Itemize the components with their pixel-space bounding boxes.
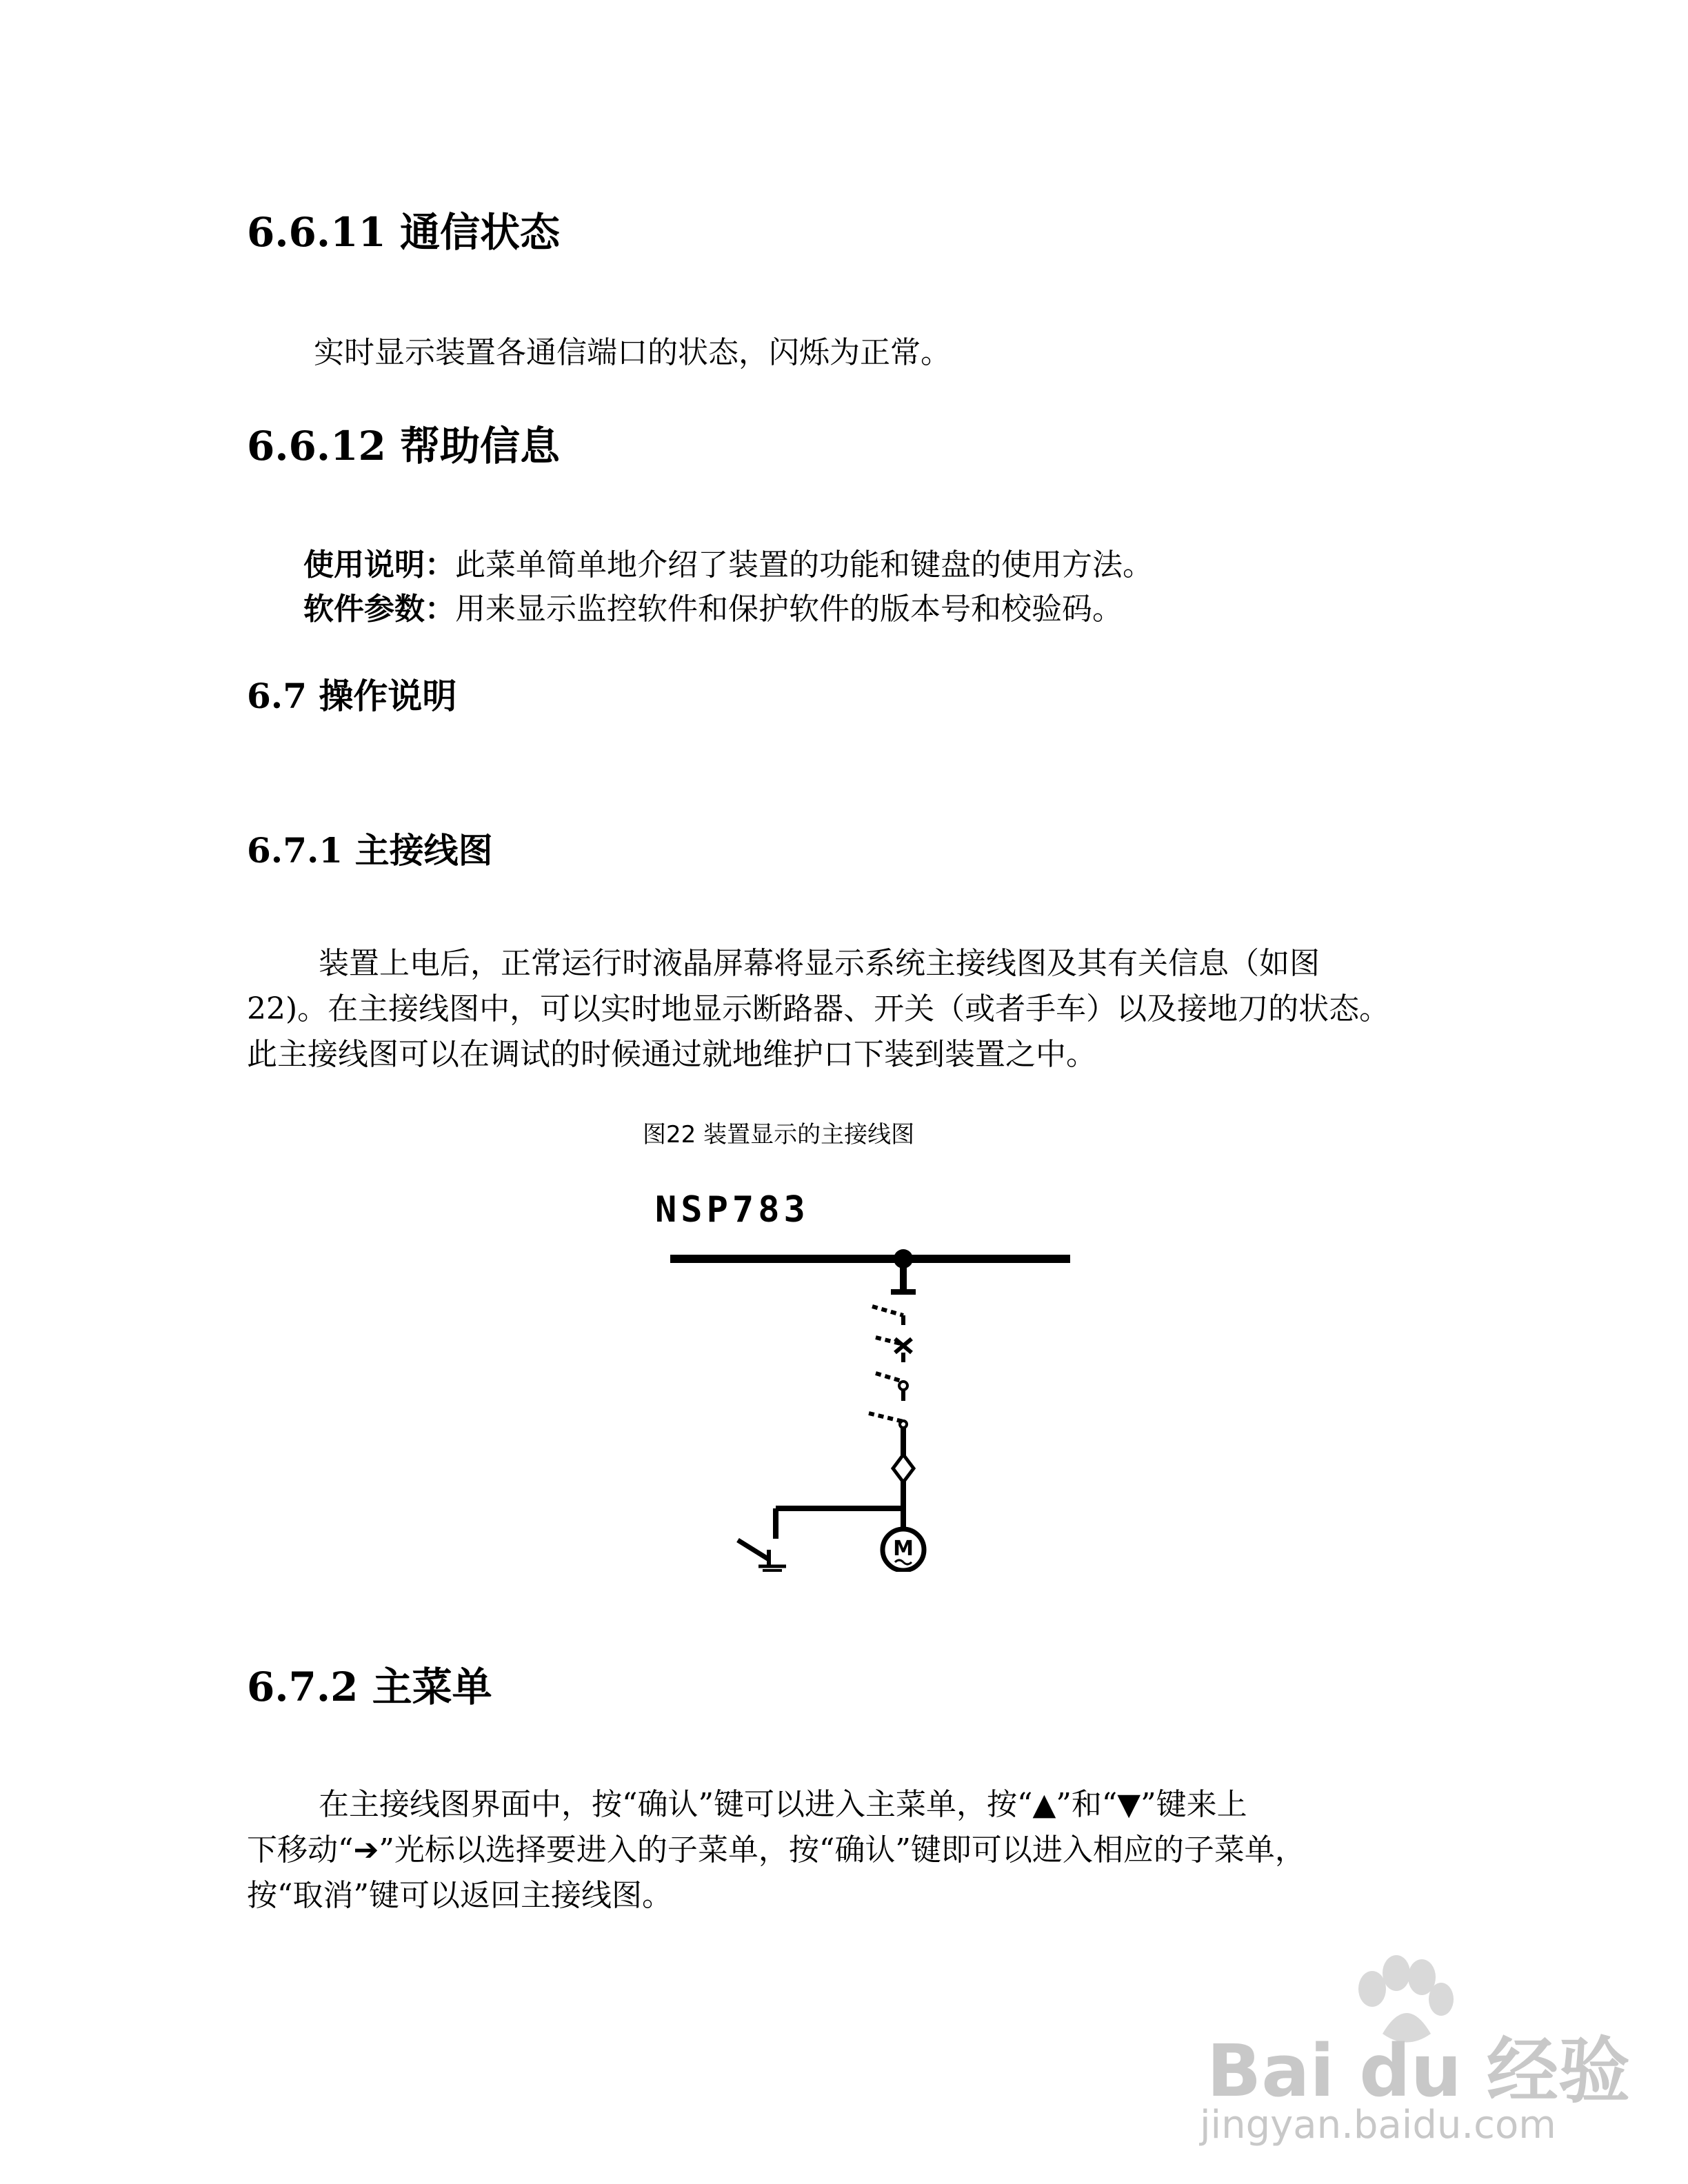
baidu-watermark bbox=[1193, 1972, 1630, 2151]
section-6-7-2-line-1: 在主接线图界面中，按“确认”键可以进入主菜单，按“▲”和“▼”键来上 bbox=[319, 1787, 1247, 1822]
section-6-7-2-line-2: 下移动“➔”光标以选择要进入的子菜单，按“确认”键即可以进入相应的子菜单， bbox=[247, 1832, 1305, 1868]
watermark-url: jingyan.baidu.com bbox=[1200, 2103, 1556, 2147]
feeder-stem bbox=[900, 1259, 907, 1289]
help-item-label: 软件参数： bbox=[303, 592, 455, 627]
help-item-text: 此菜单简单地介绍了装置的功能和键盘的使用方法。 bbox=[455, 547, 1153, 583]
section-6-7-1-title: 6.7.1 主接线图 bbox=[247, 830, 493, 871]
section-6-7-1-line-1: 装置上电后，正常运行时液晶屏幕将显示系统主接线图及其有关信息（如图 bbox=[319, 946, 1320, 981]
circuit-breaker-icon bbox=[876, 1337, 912, 1362]
current-transformer-icon bbox=[893, 1455, 914, 1482]
busbar bbox=[670, 1255, 1070, 1263]
earthing-switch-icon bbox=[738, 1508, 903, 1570]
disconnect-switch-top bbox=[872, 1306, 903, 1325]
motor-letter: M bbox=[893, 1537, 914, 1561]
disconnect-switch-bottom bbox=[869, 1413, 907, 1428]
section-6-6-11-title: 6.6.11 通信状态 bbox=[247, 209, 561, 256]
motor-icon bbox=[883, 1529, 924, 1570]
feeder-stem-cap bbox=[891, 1289, 916, 1295]
help-item-label: 使用说明： bbox=[303, 547, 455, 583]
section-6-7-2-line-3: 按“取消”键可以返回主接线图。 bbox=[247, 1878, 672, 1913]
watermark-brand: Bai du 经验 bbox=[1207, 2029, 1630, 2113]
main-wiring-diagram bbox=[621, 1172, 1103, 1572]
diagram-label: NSP783 bbox=[655, 1189, 810, 1231]
section-6-7-1-line-3: 此主接线图可以在调试的时候通过就地维护口下装到装置之中。 bbox=[247, 1037, 1096, 1072]
section-6-7-2-title: 6.7.2 主菜单 bbox=[247, 1664, 492, 1710]
figure-caption: 图22 装置显示的主接线图 bbox=[643, 1121, 915, 1149]
help-item-text: 用来显示监控软件和保护软件的版本号和校验码。 bbox=[455, 592, 1123, 627]
section-6-6-12-title: 6.6.12 帮助信息 bbox=[247, 423, 561, 469]
help-item-usage bbox=[303, 542, 1153, 589]
disconnect-switch-middle bbox=[876, 1373, 907, 1401]
section-6-6-11-text: 实时显示装置各通信端口的状态，闪烁为正常。 bbox=[314, 335, 951, 370]
section-6-7-title: 6.7 操作说明 bbox=[247, 676, 457, 716]
section-6-7-1-line-2: 22)。在主接线图中，可以实时地显示断路器、开关（或者手车）以及接地刀的状态。 bbox=[247, 991, 1390, 1027]
help-item-software bbox=[303, 586, 1123, 633]
